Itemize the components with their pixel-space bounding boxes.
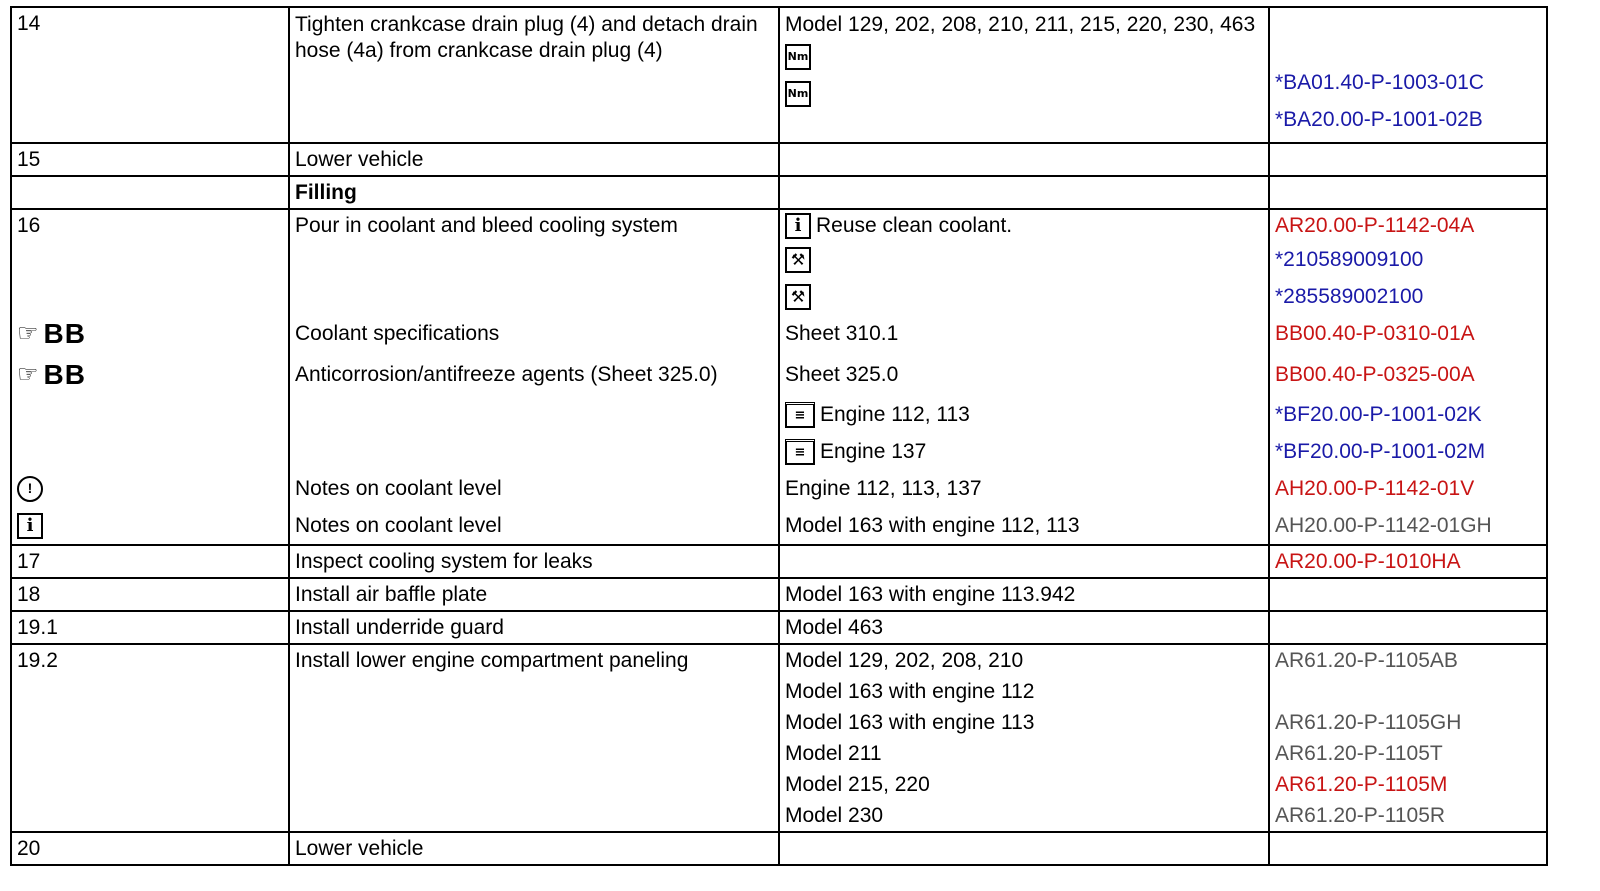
reference-link[interactable]: AR61.20-P-1105GH [1275, 711, 1462, 734]
condition-cell [779, 644, 1269, 832]
reference-link[interactable]: *BF20.00-P-1001-02K [1275, 403, 1482, 426]
notes-condition: Engine 112, 113, 137 [785, 477, 982, 500]
repair-steps-table-wrap [10, 6, 1548, 866]
spec-condition: Sheet 310.1 [785, 322, 899, 345]
table-row [11, 545, 1547, 578]
table-row [11, 611, 1547, 644]
repair-steps-table [10, 6, 1548, 866]
caution-icon: ! [17, 476, 43, 502]
step-description: Install lower engine compartment paneling [295, 649, 689, 672]
model-condition: Model 215, 220 [785, 773, 930, 796]
step-number: 14 [17, 12, 41, 35]
fluid-capacity-icon[interactable]: ≡ [785, 402, 815, 428]
table-row [11, 143, 1547, 176]
table-row [11, 209, 1547, 545]
step-number: 16 [17, 214, 41, 237]
step-condition: Model 463 [785, 616, 884, 639]
capacity-condition: Engine 112, 113 [820, 403, 970, 426]
step-condition: Model 163 with engine 113.942 [785, 583, 1076, 606]
pointing-hand-icon: ☞ [17, 320, 40, 347]
step-description: Install underride guard [295, 616, 504, 639]
model-condition: Model 163 with engine 112 [785, 680, 1035, 703]
table-row [11, 578, 1547, 611]
special-tool-icon[interactable]: ⚒ [785, 247, 811, 273]
step-cell [11, 209, 289, 545]
reference-link[interactable]: BB00.40-P-0310-01A [1275, 322, 1475, 345]
info-icon: i [785, 213, 811, 239]
condition-cell [779, 209, 1269, 545]
notes-condition: Model 163 with engine 112, 113 [785, 514, 1080, 537]
fluid-capacity-icon[interactable]: ≡ [785, 439, 815, 465]
reference-link[interactable]: AR61.20-P-1105T [1275, 742, 1443, 765]
model-condition: Model 129, 202, 208, 210 [785, 649, 1024, 672]
step-number: 19.1 [17, 616, 58, 639]
bb-reference-marker[interactable]: ☞ BB [17, 358, 86, 390]
pointing-hand-icon: ☞ [17, 360, 40, 388]
reference-link[interactable]: *BA01.40-P-1003-01C [1275, 71, 1484, 94]
special-tool-icon[interactable]: ⚒ [785, 284, 811, 310]
reference-link [1270, 676, 1546, 707]
description-cell [289, 209, 779, 545]
condition-cell [779, 7, 1269, 143]
reference-link[interactable]: AR20.00-P-1142-04A [1275, 214, 1475, 237]
step-number: 20 [17, 837, 41, 860]
note-text: Reuse clean coolant. [816, 214, 1013, 237]
reference-link[interactable]: *BF20.00-P-1001-02M [1275, 440, 1486, 463]
info-icon: i [17, 513, 43, 539]
torque-icon[interactable]: Nm [785, 81, 811, 107]
reference-link[interactable]: BB00.40-P-0325-00A [1275, 362, 1475, 386]
bb-reference-marker[interactable]: ☞ BB [17, 315, 86, 352]
reference-link[interactable]: *BA20.00-P-1001-02B [1275, 108, 1483, 131]
spec-description: Coolant specifications [295, 322, 500, 345]
step-condition: Model 129, 202, 208, 210, 211, 215, 220, 230, 463 [785, 13, 1256, 36]
reference-link[interactable]: AH20.00-P-1142-01V [1275, 477, 1475, 500]
step-cell [11, 7, 289, 143]
torque-icon[interactable]: Nm [785, 44, 811, 70]
section-heading: Filling [295, 181, 357, 204]
capacity-condition: Engine 137 [820, 440, 927, 463]
description-cell [289, 7, 779, 143]
step-number: 18 [17, 583, 41, 606]
step-description: Pour in coolant and bleed cooling system [295, 214, 678, 237]
spec-condition: Sheet 325.0 [785, 362, 899, 386]
model-condition: Model 211 [785, 742, 882, 765]
reference-cell [1269, 644, 1547, 832]
reference-link[interactable]: AR61.20-P-1105M [1275, 773, 1448, 796]
tool-reference-link[interactable]: *210589009100 [1275, 248, 1424, 271]
step-description: Install air baffle plate [295, 583, 488, 606]
table-row [11, 7, 1547, 143]
step-description: Lower vehicle [295, 148, 424, 171]
step-number: 17 [17, 550, 41, 573]
model-condition: Model 230 [785, 804, 884, 827]
model-condition: Model 163 with engine 113 [785, 711, 1035, 734]
reference-link[interactable]: AR61.20-P-1105AB [1275, 649, 1458, 672]
step-number: 15 [17, 148, 41, 171]
step-number: 19.2 [17, 649, 58, 672]
table-row [11, 832, 1547, 865]
step-description: Lower vehicle [295, 837, 424, 860]
reference-cell [1269, 7, 1547, 143]
step-description: Tighten crankcase drain plug (4) and detach drain hose (4a) from crankcase drain plug (4) [295, 13, 758, 62]
reference-link[interactable]: AR20.00-P-1010HA [1275, 550, 1461, 573]
table-row [11, 176, 1547, 209]
notes-description: Notes on coolant level [295, 514, 502, 537]
step-description: Inspect cooling system for leaks [295, 550, 593, 573]
reference-link[interactable]: AH20.00-P-1142-01GH [1275, 514, 1492, 537]
spec-description: Anticorrosion/antifreeze agents (Sheet 325.0) [295, 362, 718, 386]
reference-link[interactable]: AR61.20-P-1105R [1275, 804, 1446, 827]
notes-description: Notes on coolant level [295, 477, 502, 500]
reference-cell [1269, 209, 1547, 545]
tool-reference-link[interactable]: *285589002100 [1275, 285, 1424, 308]
table-row [11, 644, 1547, 832]
